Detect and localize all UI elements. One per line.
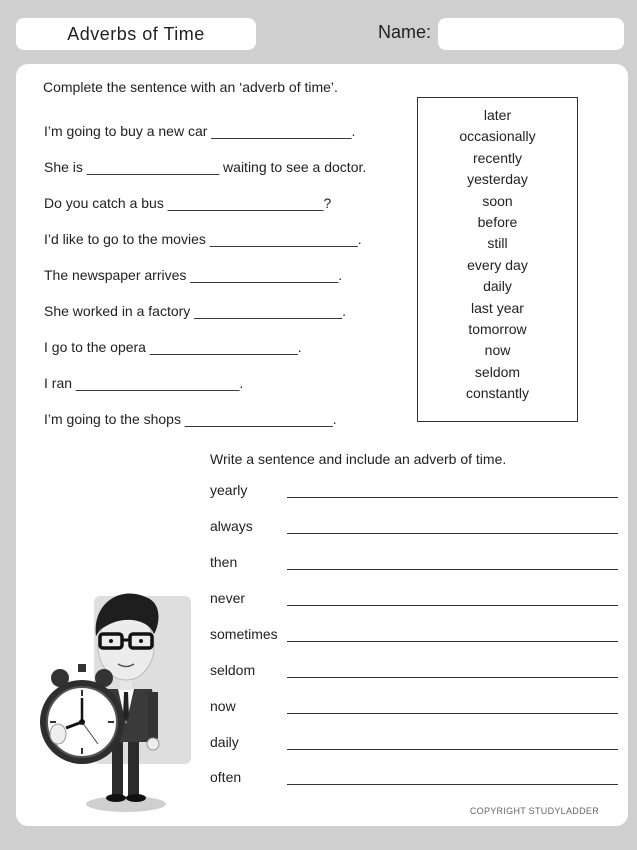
writing-row-then[interactable]: [210, 554, 618, 574]
copyright-text: COPYRIGHT STUDYLADDER: [469, 806, 599, 816]
section1-instruction: Complete the sentence with an ‘adverb of time’.: [43, 79, 338, 95]
writing-row-yearly[interactable]: [210, 482, 618, 502]
word-bank-item: soon: [482, 192, 513, 209]
word-bank-item: last year: [471, 299, 524, 316]
word-bank-item: before: [477, 214, 518, 231]
man-holding-clock-illustration: [36, 584, 196, 814]
answer-line[interactable]: [287, 497, 618, 498]
sentence-8: I ran _____________________.: [44, 375, 244, 391]
name-label: Name:: [378, 22, 432, 42]
name-field[interactable]: [438, 18, 624, 50]
adverb-label: sometimes: [210, 626, 278, 642]
writing-row-now[interactable]: [210, 698, 618, 718]
adverb-label: always: [210, 518, 253, 534]
writing-row-sometimes[interactable]: [210, 626, 618, 646]
worksheet-title: Adverbs of Time: [16, 18, 256, 50]
word-bank: [417, 97, 578, 422]
answer-line[interactable]: [287, 713, 618, 714]
adverb-label: never: [210, 590, 246, 606]
adverb-label: often: [210, 769, 242, 785]
worksheet-panel: [16, 64, 628, 826]
writing-row-always[interactable]: [210, 518, 618, 538]
word-bank-item: constantly: [465, 385, 530, 402]
adverb-label: seldom: [210, 662, 256, 678]
answer-line[interactable]: [287, 677, 618, 678]
word-bank-item: now: [484, 342, 511, 359]
sentence-5: The newspaper arrives ___________________.: [44, 267, 343, 283]
adverb-label: then: [210, 554, 238, 570]
answer-line[interactable]: [287, 569, 618, 570]
writing-row-seldom[interactable]: [210, 662, 618, 682]
adverb-label: now: [210, 698, 236, 714]
section2-instruction: Write a sentence and include an adverb of time.: [210, 451, 507, 467]
sentence-4: I’d like to go to the movies ___________________.: [44, 231, 362, 247]
word-bank-item: recently: [472, 149, 523, 166]
sentence-3: Do you catch a bus ____________________?: [44, 195, 332, 211]
writing-row-never[interactable]: [210, 590, 618, 610]
writing-row-daily[interactable]: [210, 734, 618, 754]
sentence-9: I’m going to the shops ___________________.: [44, 411, 337, 427]
answer-line[interactable]: [287, 749, 618, 750]
adverb-label: yearly: [210, 482, 248, 498]
word-bank-item: yesterday: [467, 171, 528, 188]
sentence-6: She worked in a factory ___________________.: [44, 303, 347, 319]
sentence-2: She is _________________ waiting to see a doctor.: [44, 159, 367, 175]
adverb-label: daily: [210, 734, 239, 750]
word-bank-item: daily: [483, 278, 512, 295]
word-bank-item: every day: [467, 256, 528, 273]
word-bank-item: occasionally: [459, 128, 536, 145]
word-bank-item: later: [483, 107, 512, 123]
word-bank-item: seldom: [474, 363, 521, 380]
answer-line[interactable]: [287, 784, 618, 785]
writing-row-often[interactable]: [210, 769, 618, 789]
answer-line[interactable]: [287, 533, 618, 534]
answer-line[interactable]: [287, 605, 618, 606]
answer-line[interactable]: [287, 641, 618, 642]
sentence-1: I’m going to buy a new car __________________.: [44, 123, 356, 139]
word-bank-item: tomorrow: [468, 321, 527, 338]
sentence-7: I go to the opera ___________________.: [44, 339, 302, 355]
word-bank-item: still: [487, 235, 508, 252]
